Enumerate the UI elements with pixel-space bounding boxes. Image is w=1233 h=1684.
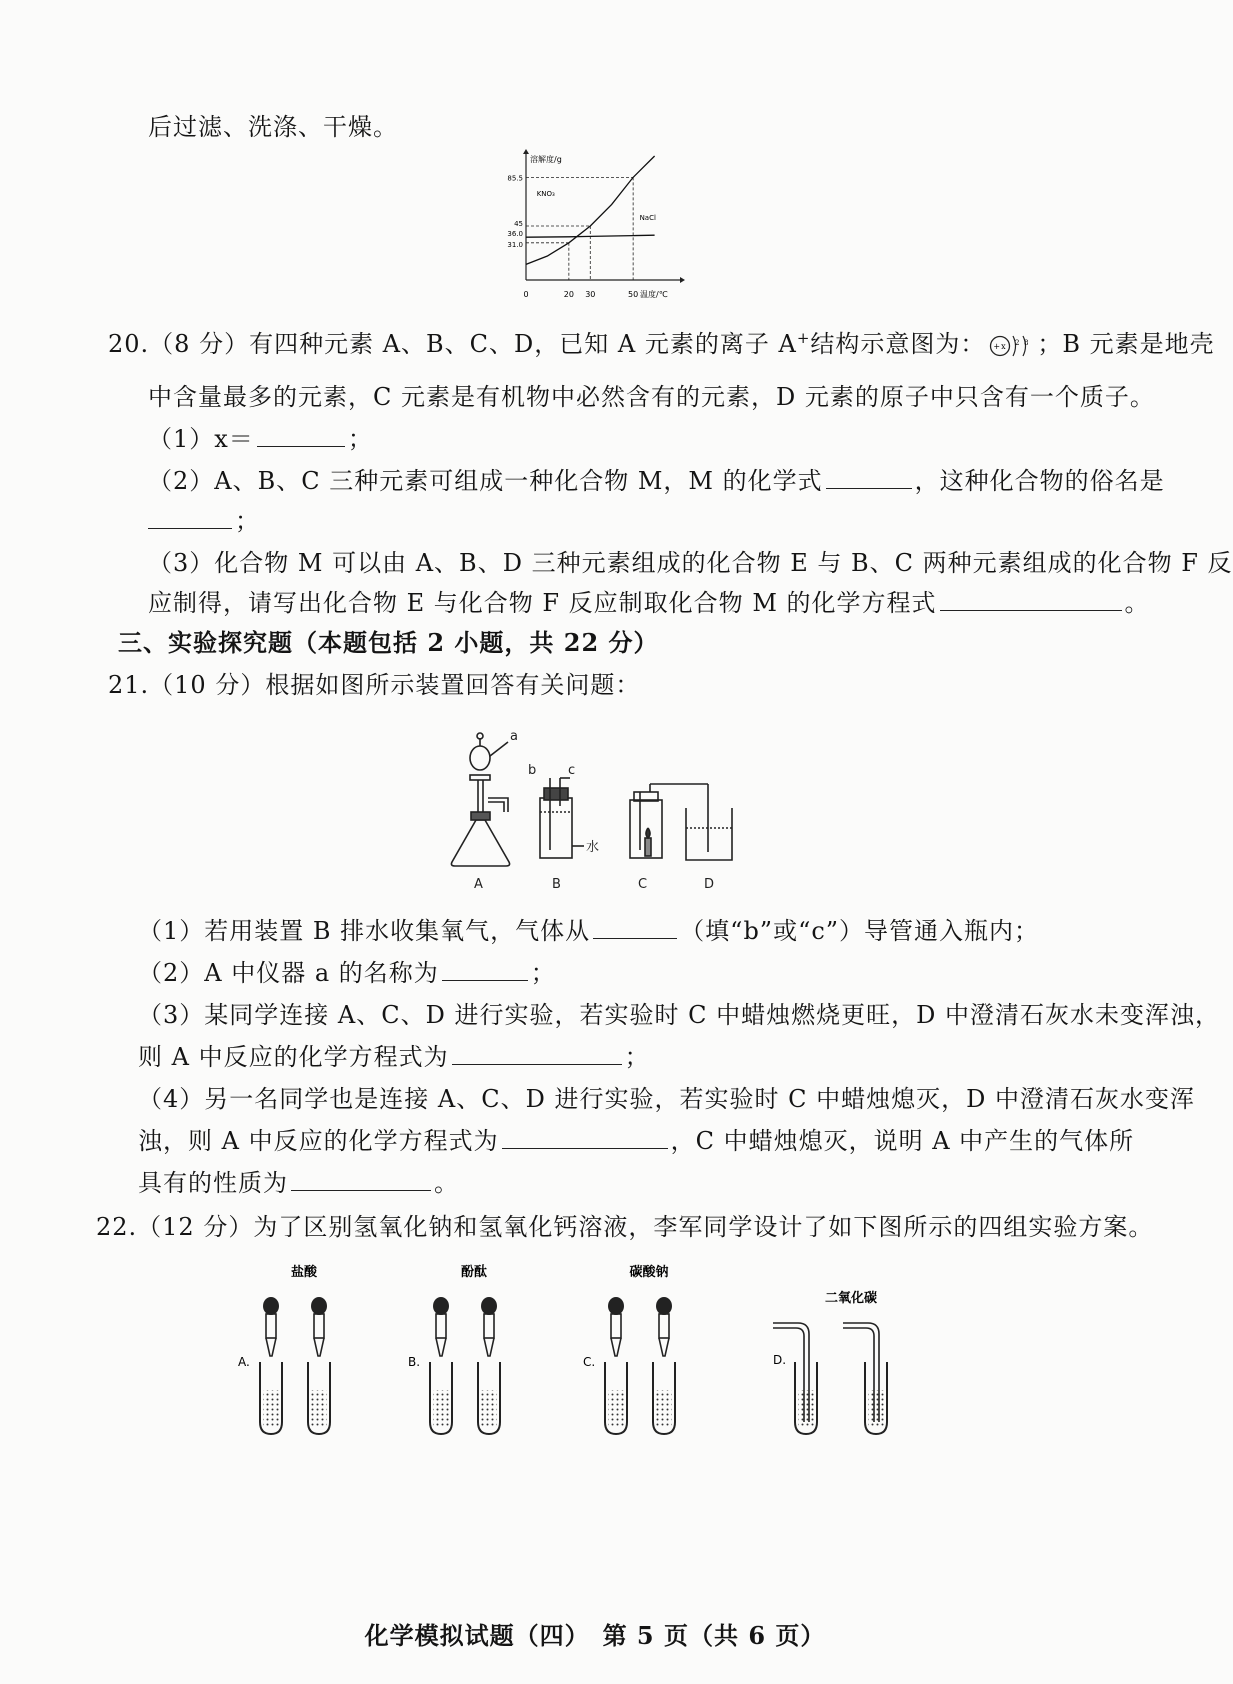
dropper-tip: [436, 1338, 446, 1356]
tube-liquid: [656, 1390, 672, 1426]
dropper-body: [611, 1314, 621, 1338]
dropper-body: [314, 1314, 324, 1338]
q20-part3: （3）化合物 M 可以由 A、B、D 三种元素组成的化合物 E 与 B、C 两种元素组成的化合物 F 反: [148, 549, 1233, 577]
label-a: a: [510, 729, 518, 744]
dropper-bulb: [311, 1297, 327, 1315]
answer-blank-q21-1[interactable]: [593, 916, 677, 939]
x-tick-label: 50: [628, 290, 639, 299]
tube-liquid: [311, 1390, 327, 1426]
shell-1-electrons: 2: [1015, 338, 1021, 347]
solubility-chart: [490, 150, 700, 300]
q21-part2: （2）A 中仪器 a 的名称为 ；: [138, 959, 556, 987]
reagent-label: 碳酸钠: [629, 1265, 669, 1280]
section-3-heading: 三、实验探究题（本题包括 2 小题，共 22 分）: [118, 628, 659, 657]
dropper-bulb: [481, 1297, 497, 1315]
x-axis-label: 温度/℃: [640, 290, 668, 299]
group-letter: D.: [773, 1353, 787, 1367]
label-water: 水: [586, 840, 600, 855]
answer-blank-q20-1[interactable]: [257, 424, 345, 447]
series-label: KNO₃: [536, 190, 555, 198]
q21-part4: （4）另一名同学也是连接 A、C、D 进行实验，若实验时 C 中蜡烛熄灭，D 中澄清石灰水变浑: [138, 1085, 1195, 1113]
reagent-label: 盐酸: [290, 1265, 318, 1280]
group-letter: B.: [408, 1355, 421, 1369]
answer-blank-q20-3[interactable]: [940, 588, 1122, 611]
answer-blank-q21-3[interactable]: [452, 1042, 622, 1065]
q20-intro: 20.（8 分）有四种元素 A、B、C、D，已知 A 元素的离子 A+结构示意图为： +x 2 8 ；B 元素是地壳: [108, 323, 1215, 361]
group-letter: C.: [583, 1355, 596, 1369]
q21-part3-cont: 则 A 中反应的化学方程式为 ；: [138, 1043, 650, 1071]
apparatus-b: [540, 778, 584, 858]
page-footer: 化学模拟试题（四） 第 5 页（共 6 页）: [364, 1621, 826, 1650]
ion-structure-diagram: [989, 331, 1037, 361]
y-axis-arrow: [523, 149, 529, 154]
q21-part3: （3）某同学连接 A、C、D 进行实验，若实验时 C 中蜡烛燃烧更旺，D 中澄清石灰水未变浑浊，: [138, 1001, 1220, 1029]
label-b: b: [528, 763, 537, 778]
x-tick-label: 20: [563, 290, 574, 299]
tube-liquid: [481, 1390, 497, 1426]
dropper-tip: [484, 1338, 494, 1356]
label-c: c: [568, 763, 576, 778]
label-D: D: [704, 877, 715, 892]
answer-blank-q21-4a[interactable]: [502, 1126, 668, 1149]
dropper-tip: [659, 1338, 669, 1356]
tube-liquid: [868, 1390, 884, 1426]
x-axis-arrow: [680, 277, 685, 283]
dropper-body: [484, 1314, 494, 1338]
test-tube-group-C: [583, 1264, 675, 1434]
dropper-bulb: [656, 1297, 672, 1315]
q20-part2: （2）A、B、C 三种元素可组成一种化合物 M，M 的化学式 ，这种化合物的俗名是: [148, 467, 1165, 495]
x-tick-label: 30: [585, 290, 596, 299]
group-letter: A.: [238, 1355, 250, 1369]
dropper-tip: [314, 1338, 324, 1356]
y-tick-label: 45: [514, 220, 523, 228]
dropper-body: [266, 1314, 276, 1338]
y-axis-label: 溶解度/g: [530, 155, 562, 164]
apparatus-d: [686, 808, 732, 860]
q21-part1: （1）若用装置 B 排水收集氧气，气体从 （填“b”或“c”）导管通入瓶内；: [138, 917, 1040, 945]
q21-part4-end: 具有的性质为 。: [138, 1169, 459, 1197]
tube-liquid: [263, 1390, 279, 1426]
dropper-body: [659, 1314, 669, 1338]
tube-liquid: [433, 1390, 449, 1426]
y-tick-label: 85.5: [507, 174, 523, 183]
test-tube-group-A: [238, 1264, 330, 1434]
series-line-1: [526, 235, 655, 237]
continuation-text: 后过滤、洗涤、干燥。: [148, 113, 398, 141]
reagent-label: 二氧化碳: [824, 1291, 878, 1306]
tube-liquid: [608, 1390, 624, 1426]
y-tick-label: 31.0: [507, 240, 523, 249]
q20-line2: 中含量最多的元素，C 元素是有机物中必然含有的元素，D 元素的原子中只含有一个质子。: [148, 383, 1155, 411]
answer-blank-q20-2b[interactable]: [148, 506, 232, 529]
apparatus-c: [630, 784, 708, 858]
test-tube-group-D: [773, 1290, 887, 1434]
q20-part2-cont: ；: [148, 506, 260, 536]
dropper-tip: [266, 1338, 276, 1356]
answer-blank-q20-2a[interactable]: [826, 466, 912, 489]
y-tick-label: 36.0: [507, 229, 523, 238]
series-label: NaCl: [639, 214, 656, 222]
q20-part1: （1）x＝ ；: [148, 425, 373, 453]
dropper-bulb: [433, 1297, 449, 1315]
label-A: A: [474, 877, 483, 892]
x-tick-label: 0: [523, 290, 529, 299]
q21-part4-cont: 浊，则 A 中反应的化学方程式为 ，C 中蜡烛熄灭，说明 A 中产生的气体所: [138, 1127, 1135, 1155]
reagent-label: 酚酞: [460, 1265, 488, 1280]
apparatus-a: [451, 733, 509, 866]
answer-blank-q21-4b[interactable]: [291, 1168, 431, 1191]
dropper-tip: [611, 1338, 621, 1356]
dropper-bulb: [608, 1297, 624, 1315]
dropper-bulb: [263, 1297, 279, 1315]
test-tube-figure: [240, 1262, 940, 1452]
nucleus-charge: +x: [993, 341, 1008, 351]
apparatus-figure: [440, 720, 790, 895]
test-tube-group-B: [408, 1264, 500, 1434]
label-C: C: [638, 877, 648, 892]
label-B: B: [552, 877, 561, 892]
q20-part3-cont: 应制得，请写出化合物 E 与化合物 F 反应制取化合物 M 的化学方程式 。: [148, 589, 1150, 617]
q22-intro: 22.（12 分）为了区别氢氧化钠和氢氧化钙溶液，李军同学设计了如下图所示的四组实验方案。: [96, 1213, 1154, 1241]
shell-2-electrons: 8: [1024, 338, 1030, 347]
tube-liquid: [798, 1390, 814, 1426]
dropper-body: [436, 1314, 446, 1338]
q21-intro: 21.（10 分）根据如图所示装置回答有关问题：: [108, 671, 641, 699]
answer-blank-q21-2[interactable]: [442, 958, 528, 981]
